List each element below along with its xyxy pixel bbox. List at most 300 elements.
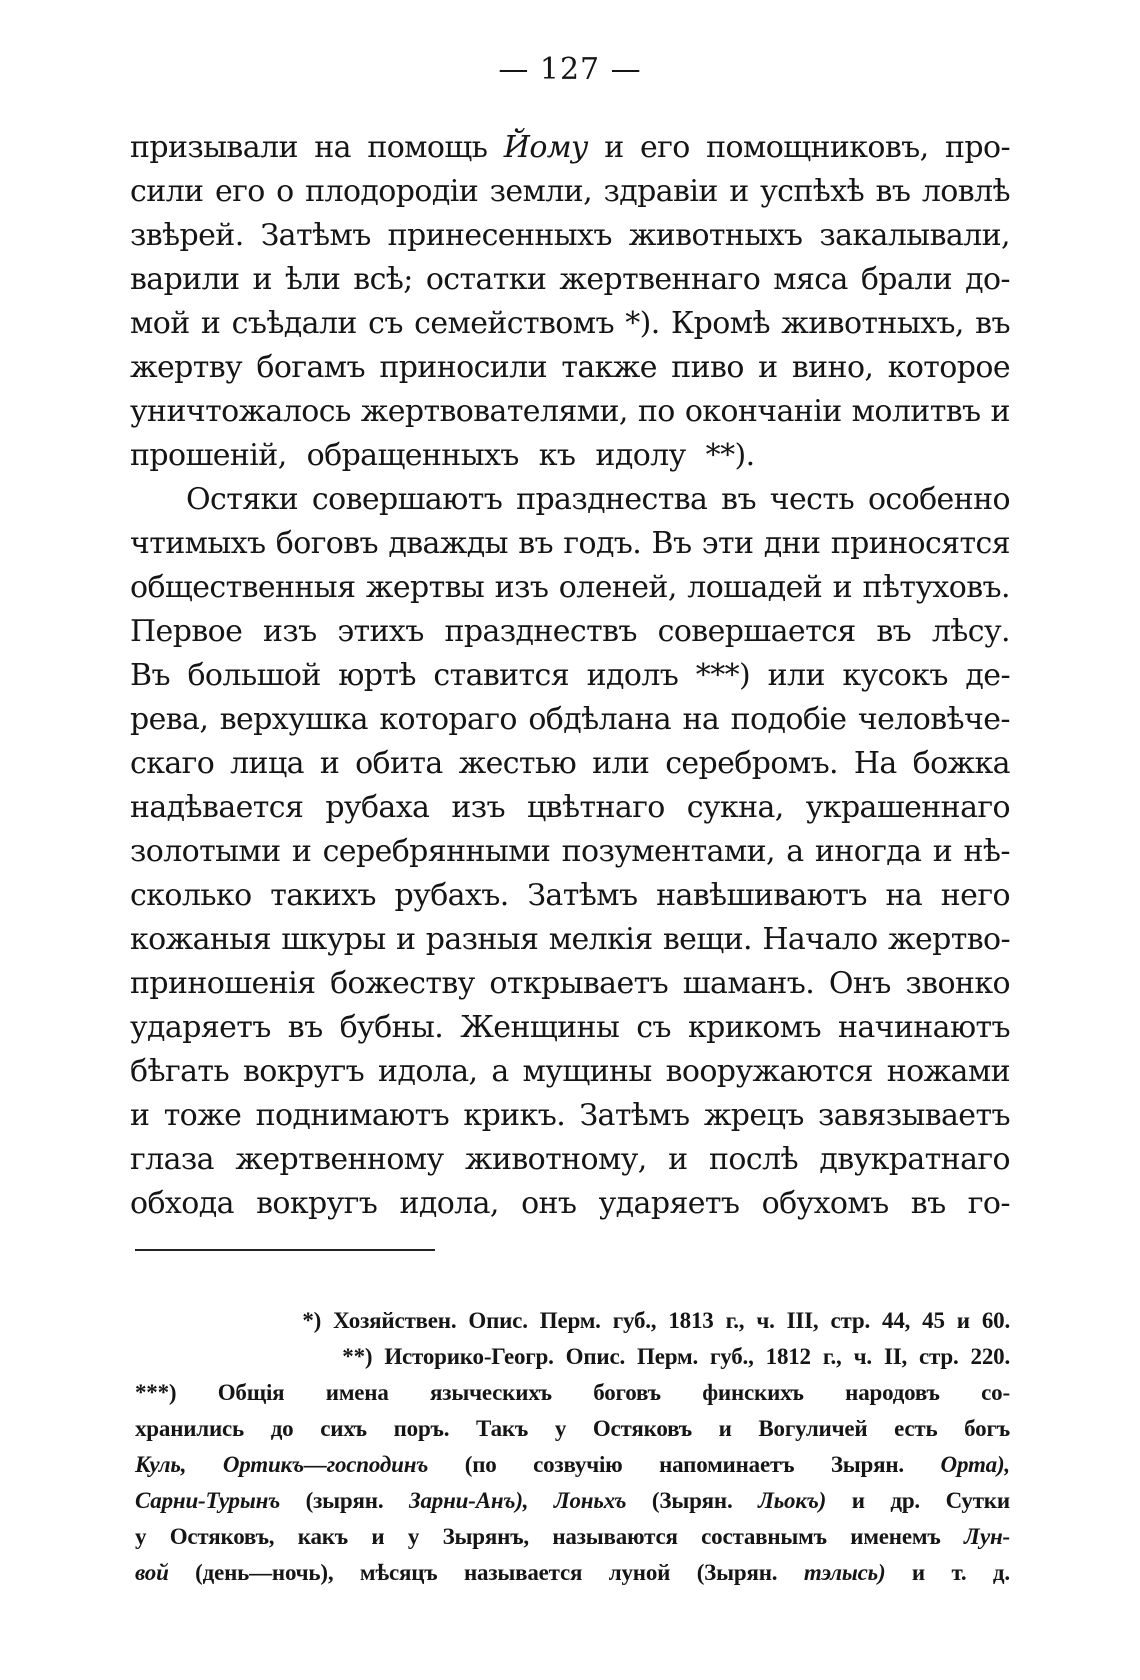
text-line bbox=[130, 874, 1010, 918]
word: лошадей bbox=[687, 570, 823, 605]
word: Орта), bbox=[940, 1452, 1010, 1477]
word: открываетъ bbox=[489, 966, 669, 1001]
word: ударяетъ bbox=[130, 1010, 271, 1045]
word: идола, bbox=[378, 1054, 478, 1089]
text-line bbox=[130, 126, 1010, 170]
word: рубаха bbox=[325, 790, 430, 825]
word: Первое bbox=[130, 614, 243, 649]
word: луной bbox=[608, 1560, 671, 1585]
word: подобіе bbox=[730, 702, 847, 737]
word: приносили bbox=[379, 350, 548, 385]
word: чтимыхъ bbox=[130, 526, 266, 561]
word: на bbox=[885, 878, 923, 913]
word: приношенія bbox=[130, 966, 316, 1001]
word: и bbox=[729, 174, 749, 209]
word: ***) bbox=[135, 1380, 177, 1405]
word: вещи. bbox=[662, 922, 752, 957]
word: его bbox=[214, 174, 265, 209]
word: и bbox=[758, 350, 778, 385]
word: *) bbox=[302, 1308, 322, 1333]
word: призывали bbox=[130, 130, 298, 165]
word: богъ bbox=[964, 1416, 1010, 1441]
word: Зырян. bbox=[830, 1452, 904, 1477]
word: Въ bbox=[651, 526, 692, 561]
text-line bbox=[130, 786, 1010, 830]
word: жертвенному bbox=[235, 1142, 444, 1177]
word: мой bbox=[130, 306, 190, 341]
text-line bbox=[130, 918, 1010, 962]
word: обита bbox=[355, 746, 443, 781]
word: пѣтуховъ. bbox=[862, 570, 1010, 605]
word: идолу bbox=[595, 438, 686, 473]
word: окончаніи bbox=[684, 394, 842, 429]
text-line bbox=[130, 346, 1010, 390]
word: серебромъ. bbox=[665, 746, 838, 781]
word: по bbox=[637, 394, 675, 429]
word: завязываетъ bbox=[818, 1098, 1010, 1133]
word: или bbox=[592, 746, 650, 781]
word: (день—ночь), bbox=[195, 1560, 334, 1585]
word: 45 bbox=[922, 1308, 945, 1333]
text-line bbox=[130, 742, 1010, 786]
word: и bbox=[718, 1416, 732, 1441]
word: изъ bbox=[262, 614, 317, 649]
word: пиво bbox=[671, 350, 744, 385]
word: стр. bbox=[919, 1344, 959, 1369]
word: особенно bbox=[867, 482, 1010, 517]
word: идолъ bbox=[586, 658, 679, 693]
word: и bbox=[911, 1560, 925, 1585]
word: 60. bbox=[981, 1308, 1010, 1333]
word: на bbox=[314, 130, 351, 165]
word: 220. bbox=[970, 1344, 1010, 1369]
word: со- bbox=[981, 1380, 1010, 1405]
word: идола, bbox=[399, 1186, 499, 1221]
word: именемъ bbox=[850, 1524, 941, 1549]
word: *). bbox=[625, 306, 660, 341]
word: Общія bbox=[217, 1380, 285, 1405]
word: здравіи bbox=[603, 174, 718, 209]
word: какъ bbox=[297, 1524, 349, 1549]
word: поръ. bbox=[393, 1416, 450, 1441]
word: звонко bbox=[905, 966, 1010, 1001]
word: украшеннаго bbox=[805, 790, 1010, 825]
word: жестью bbox=[458, 746, 577, 781]
word: иногда bbox=[814, 834, 922, 869]
footnote-line bbox=[135, 1375, 1010, 1411]
text-line bbox=[130, 478, 1010, 522]
word: Лоньхъ bbox=[553, 1488, 627, 1513]
word: Опис. bbox=[468, 1308, 528, 1333]
word: шаманъ. bbox=[682, 966, 815, 1001]
word: губ., bbox=[710, 1344, 754, 1369]
word: и bbox=[604, 130, 624, 165]
footnotes bbox=[135, 1303, 1010, 1591]
word: Сутки bbox=[945, 1488, 1010, 1513]
word: и bbox=[395, 922, 416, 957]
word: жертву bbox=[130, 350, 243, 385]
word: Женщины bbox=[460, 1010, 620, 1045]
text-line bbox=[130, 214, 1010, 258]
word: и bbox=[130, 1098, 150, 1133]
text-line bbox=[130, 390, 1010, 434]
word: изъ bbox=[494, 570, 549, 605]
word: нѣ- bbox=[963, 834, 1010, 869]
word: сили bbox=[130, 174, 204, 209]
word: и bbox=[832, 570, 853, 605]
text-line bbox=[130, 258, 1010, 302]
word: Вогуличей bbox=[758, 1416, 868, 1441]
word: обращенныхъ bbox=[306, 438, 519, 473]
footnote-line bbox=[135, 1483, 1010, 1519]
word: успѣхѣ bbox=[760, 174, 865, 209]
word: ножами bbox=[886, 1054, 1010, 1089]
word: съ bbox=[636, 1010, 671, 1045]
word: жрецъ bbox=[703, 1098, 804, 1133]
word: III, bbox=[786, 1308, 819, 1333]
word: Начало bbox=[762, 922, 878, 957]
word: и bbox=[371, 1524, 385, 1549]
word: напоминаетъ bbox=[659, 1452, 795, 1477]
word: вокругъ bbox=[242, 1054, 365, 1089]
word: Онъ bbox=[828, 966, 891, 1001]
text-line bbox=[130, 566, 1010, 610]
word: и bbox=[200, 306, 221, 341]
word: къ bbox=[538, 438, 576, 473]
word: стр. bbox=[830, 1308, 871, 1333]
footnote-line bbox=[135, 1447, 1010, 1483]
word: сукна, bbox=[686, 790, 784, 825]
word: въ bbox=[910, 1186, 946, 1221]
word: Кромѣ bbox=[671, 306, 770, 341]
word: Затѣмъ bbox=[260, 218, 371, 253]
word: составнымъ bbox=[701, 1524, 827, 1549]
word: г., bbox=[725, 1308, 745, 1333]
word: боговъ bbox=[275, 526, 379, 561]
word: ч. bbox=[756, 1308, 775, 1333]
word: Историко-Геогр. bbox=[384, 1344, 554, 1369]
word: богамъ bbox=[256, 350, 365, 385]
word: есть bbox=[894, 1416, 938, 1441]
word: (Зырян. bbox=[696, 1560, 778, 1585]
word: бѣгать bbox=[130, 1054, 230, 1089]
word: въ bbox=[287, 1010, 323, 1045]
word: тэлысь) bbox=[803, 1560, 886, 1585]
word: ударяетъ bbox=[598, 1186, 740, 1221]
word: и bbox=[291, 834, 312, 869]
word: въ bbox=[721, 482, 756, 517]
word: въ bbox=[518, 526, 554, 561]
word: совершаютъ bbox=[311, 482, 503, 517]
word: (зырян. bbox=[305, 1488, 384, 1513]
word: въ bbox=[975, 306, 1010, 341]
word: крикомъ bbox=[687, 1010, 821, 1045]
word: или bbox=[767, 658, 825, 693]
footnote-line bbox=[135, 1339, 1010, 1375]
word: Перм. bbox=[637, 1344, 698, 1369]
word: божеству bbox=[330, 966, 475, 1001]
text-line bbox=[130, 698, 1010, 742]
word: Въ bbox=[130, 658, 170, 693]
word: уничтожалось bbox=[130, 394, 351, 429]
word: двукратнаго bbox=[819, 1142, 1010, 1177]
word: животныхъ, bbox=[781, 306, 964, 341]
word: **). bbox=[705, 438, 755, 473]
word: имена bbox=[325, 1380, 389, 1405]
word: эти bbox=[701, 526, 754, 561]
word: губ., bbox=[612, 1308, 657, 1333]
word: Лун- bbox=[963, 1524, 1010, 1549]
word: послѣ bbox=[708, 1142, 798, 1177]
word: принесенныхъ bbox=[387, 218, 612, 253]
word: сихъ bbox=[320, 1416, 367, 1441]
word: прошеній, bbox=[130, 438, 287, 473]
text-line bbox=[130, 654, 1010, 698]
word: глаза bbox=[130, 1142, 214, 1177]
word: мяса bbox=[773, 262, 848, 297]
word: жертво- bbox=[887, 922, 1010, 957]
word: рубахъ. bbox=[394, 878, 509, 913]
word: II, bbox=[883, 1344, 908, 1369]
word: На bbox=[853, 746, 897, 781]
word: хранились bbox=[135, 1416, 245, 1441]
word: онъ bbox=[521, 1186, 577, 1221]
word: Льокъ) bbox=[758, 1488, 827, 1513]
word: варили bbox=[130, 262, 240, 297]
word: и bbox=[932, 834, 953, 869]
word: го- bbox=[967, 1186, 1010, 1221]
word: ***) bbox=[695, 658, 751, 693]
word: Остяковъ bbox=[592, 1416, 692, 1441]
word: кусокъ bbox=[842, 658, 948, 693]
word: съѣдали bbox=[231, 306, 357, 341]
word: у bbox=[407, 1524, 420, 1549]
text-line bbox=[130, 434, 1010, 478]
word: большой bbox=[187, 658, 321, 693]
footnote-divider bbox=[135, 1249, 435, 1251]
word: золотыми bbox=[130, 834, 281, 869]
word: созвучію bbox=[533, 1452, 623, 1477]
word: и bbox=[668, 1142, 688, 1177]
word: Сарни-Турынъ bbox=[135, 1488, 281, 1513]
word: языческихъ bbox=[430, 1380, 552, 1405]
word: человѣче- bbox=[857, 702, 1010, 737]
word: вой bbox=[135, 1560, 169, 1585]
word: народовъ bbox=[845, 1380, 940, 1405]
text-line bbox=[130, 830, 1010, 874]
word: съ bbox=[368, 306, 403, 341]
word: бубны. bbox=[339, 1010, 444, 1045]
word: которое bbox=[887, 350, 1010, 385]
word: крикъ. bbox=[463, 1098, 566, 1133]
word: звѣрей. bbox=[130, 218, 244, 253]
word: животныхъ bbox=[628, 218, 803, 253]
word: а bbox=[491, 1054, 509, 1089]
word: общественныя bbox=[130, 570, 356, 605]
word: приносятся bbox=[830, 526, 1010, 561]
word: жертвователями, bbox=[360, 394, 628, 429]
text-line bbox=[130, 522, 1010, 566]
word: Остяки bbox=[186, 482, 299, 517]
word: разныя bbox=[425, 922, 539, 957]
word: жертвы bbox=[365, 570, 485, 605]
word: лица bbox=[230, 746, 304, 781]
word: и bbox=[252, 262, 272, 297]
word: дважды bbox=[388, 526, 508, 561]
word: Хозяйствен. bbox=[333, 1308, 457, 1333]
word: ѣли bbox=[284, 262, 341, 297]
word: остатки bbox=[425, 262, 547, 297]
footnote-line bbox=[135, 1303, 1010, 1339]
word: ловлѣ bbox=[921, 174, 1010, 209]
word: серебрянными bbox=[322, 834, 551, 869]
word: Перм. bbox=[539, 1308, 601, 1333]
footnote-line bbox=[135, 1519, 1010, 1555]
word: изъ bbox=[451, 790, 505, 825]
word: празднествъ bbox=[444, 614, 637, 649]
word: дни bbox=[763, 526, 821, 561]
word: навѣшиваютъ bbox=[656, 878, 867, 913]
word: животному, bbox=[465, 1142, 647, 1177]
word: мущины bbox=[522, 1054, 652, 1089]
word: его bbox=[640, 130, 690, 165]
word: 44, bbox=[882, 1308, 911, 1333]
word: брали bbox=[860, 262, 953, 297]
word: боговъ bbox=[593, 1380, 661, 1405]
word: Ортикъ—господинъ bbox=[222, 1452, 429, 1477]
word: вино, bbox=[791, 350, 874, 385]
word: молитвъ bbox=[851, 394, 981, 429]
word: верхушка bbox=[219, 702, 368, 737]
word: также bbox=[561, 350, 657, 385]
word: такихъ bbox=[270, 878, 376, 913]
word: помощь bbox=[367, 130, 488, 165]
word: ч. bbox=[853, 1344, 872, 1369]
word: годъ. bbox=[563, 526, 642, 561]
word: до bbox=[270, 1416, 294, 1441]
word: на bbox=[682, 702, 720, 737]
word: и bbox=[851, 1488, 865, 1513]
word: д. bbox=[992, 1560, 1010, 1585]
word: шкуры bbox=[281, 922, 386, 957]
word: рева, bbox=[130, 702, 209, 737]
word: про- bbox=[944, 130, 1010, 165]
word: и bbox=[990, 394, 1010, 429]
word: называются bbox=[552, 1524, 678, 1549]
footnote-line bbox=[135, 1411, 1010, 1447]
word: де- bbox=[965, 658, 1010, 693]
word: божка bbox=[912, 746, 1010, 781]
text-line bbox=[130, 302, 1010, 346]
page-number: — 127 — bbox=[498, 52, 642, 87]
word: а bbox=[786, 834, 804, 869]
word: оленей, bbox=[558, 570, 677, 605]
word: обхода bbox=[130, 1186, 234, 1221]
word: о bbox=[276, 174, 294, 209]
word: г., bbox=[822, 1344, 842, 1369]
word: этихъ bbox=[337, 614, 424, 649]
word: лѣсу. bbox=[931, 614, 1010, 649]
word: закалывали, bbox=[819, 218, 1010, 253]
word: 1812 bbox=[765, 1344, 811, 1369]
word: вокругъ bbox=[256, 1186, 378, 1221]
word: всѣ; bbox=[353, 262, 413, 297]
word: Йому bbox=[503, 130, 588, 165]
footnote-line bbox=[135, 1555, 1010, 1591]
word: сколько bbox=[130, 878, 252, 913]
word: скаго bbox=[130, 746, 215, 781]
word: жертвеннаго bbox=[559, 262, 761, 297]
word: надѣвается bbox=[130, 790, 304, 825]
word: (по bbox=[464, 1452, 497, 1477]
word: Затѣмъ bbox=[579, 1098, 690, 1133]
word: цвѣтнаго bbox=[526, 790, 665, 825]
word: честь bbox=[769, 482, 855, 517]
text-line bbox=[130, 1182, 1010, 1226]
word: Остяковъ, bbox=[169, 1524, 275, 1549]
word: кожаныя bbox=[130, 922, 271, 957]
text-line bbox=[130, 962, 1010, 1006]
text-line bbox=[130, 1006, 1010, 1050]
word: **) bbox=[342, 1344, 373, 1369]
word: юртѣ bbox=[338, 658, 416, 693]
word: вооружаются bbox=[665, 1054, 873, 1089]
word: него bbox=[940, 878, 1010, 913]
text-line bbox=[130, 610, 1010, 654]
word: др. bbox=[890, 1488, 920, 1513]
word: семействомъ bbox=[414, 306, 614, 341]
word: котораго bbox=[379, 702, 517, 737]
word: мелкія bbox=[548, 922, 653, 957]
word: и bbox=[319, 746, 340, 781]
word: т. bbox=[951, 1560, 967, 1585]
word: Такъ bbox=[476, 1416, 529, 1441]
text-line bbox=[130, 1050, 1010, 1094]
word: Зарни-Анъ), bbox=[408, 1488, 529, 1513]
word: позументами, bbox=[561, 834, 775, 869]
word: обдѣлана bbox=[528, 702, 672, 737]
word: и bbox=[956, 1308, 970, 1333]
word: называется bbox=[463, 1560, 583, 1585]
word: обухомъ bbox=[761, 1186, 889, 1221]
word: празднества bbox=[516, 482, 708, 517]
word: тоже bbox=[163, 1098, 242, 1133]
word: поднимаютъ bbox=[255, 1098, 450, 1133]
word: у bbox=[135, 1524, 147, 1549]
word: 1813 bbox=[668, 1308, 714, 1333]
word: Куль, bbox=[135, 1452, 187, 1477]
word: мѣсяцъ bbox=[359, 1560, 438, 1585]
word: начинаютъ bbox=[837, 1010, 1010, 1045]
main-text bbox=[130, 126, 1010, 1226]
word: у bbox=[554, 1416, 567, 1441]
word: въ bbox=[876, 614, 912, 649]
text-line bbox=[130, 1138, 1010, 1182]
word: плодородіи bbox=[305, 174, 479, 209]
text-line bbox=[130, 170, 1010, 214]
word: совершается bbox=[657, 614, 856, 649]
word: финскихъ bbox=[702, 1380, 804, 1405]
word: въ bbox=[875, 174, 911, 209]
word: (Зырян. bbox=[651, 1488, 733, 1513]
word: до- bbox=[965, 262, 1010, 297]
word: земли, bbox=[489, 174, 593, 209]
word: ставится bbox=[433, 658, 570, 693]
word: Затѣмъ bbox=[527, 878, 638, 913]
word: Зырянъ, bbox=[442, 1524, 529, 1549]
text-line bbox=[130, 1094, 1010, 1138]
word: помощниковъ, bbox=[706, 130, 929, 165]
